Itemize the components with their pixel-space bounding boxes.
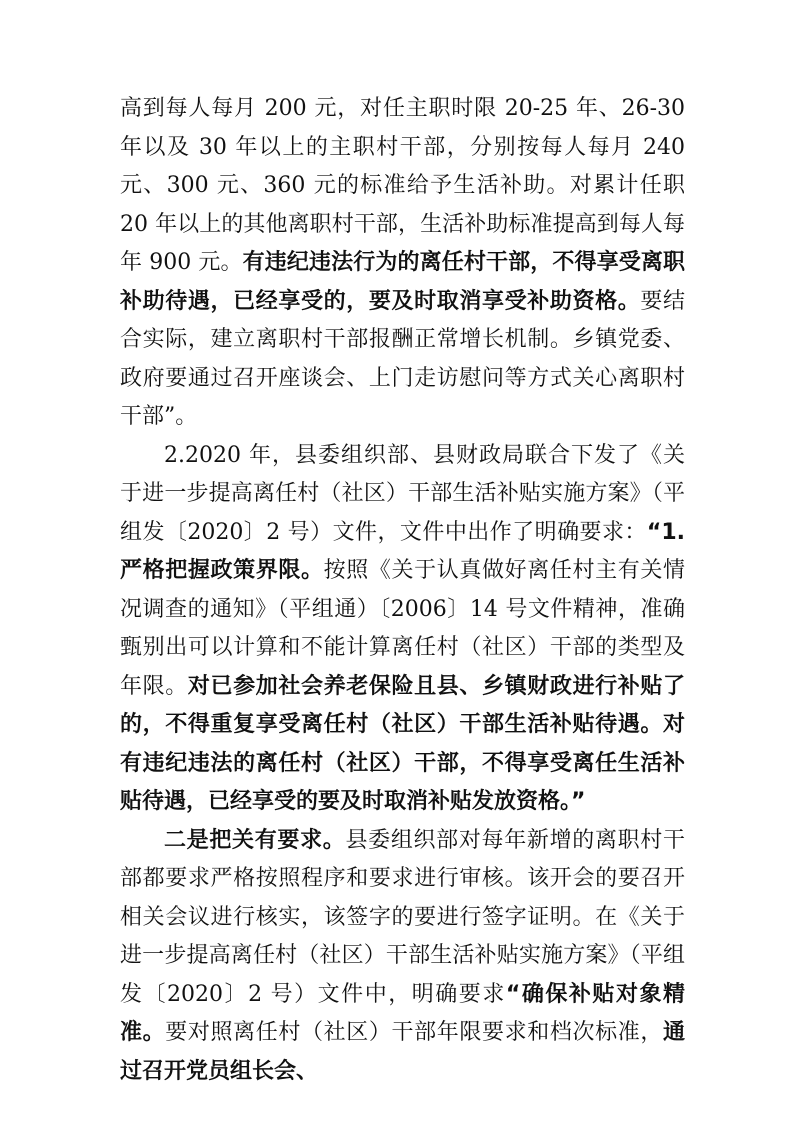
text-run: 要对照离任村（社区）干部年限要求和档次标准，: [165, 1020, 663, 1045]
text-run: 要结合实际，建立离职村干部报酬正常增长机制。乡镇党委、政府要通过召开座谈会、上门走访慰问等方式关心离职村干部”。: [120, 288, 685, 429]
bold-text-run: “1.严格把握政策界限。: [120, 519, 685, 583]
document-page: [120, 90, 685, 1091]
bold-text-run: “确保补贴对象精准。: [120, 981, 685, 1045]
bold-text-run: 二是把关有要求。: [164, 827, 346, 853]
paragraph-2: [120, 437, 685, 822]
bold-text-run: 对已参加社会养老保险且县、乡镇财政进行补贴了的，不得重复享受离任村（社区）干部生活补贴待遇。对有违纪违法的离任村（社区）干部，不得享受离任生活补贴待遇，已经享受的要及时取消补贴发放资格。”: [120, 673, 685, 814]
text-run: 县委组织部对每年新增的离职村干部都要求严格按照程序和要求进行审核。该开会的要召开相关会议进行核实，该签字的要进行签字证明。在《关于进一步提高离任村（社区）干部生活补贴实施方案》（平组发〔2020〕2 号）文件中，明确要求: [120, 827, 685, 1007]
bold-text-run: 有违纪违法行为的离任村干部，不得享受离职补助待遇，已经享受的，要及时取消享受补助资格。: [120, 250, 685, 314]
text-run: 按照《关于认真做好离任村主有关情况调查的通知》（平组通）〔2006〕14 号文件精神，准确甄别出可以计算和不能计算离任村（社区）干部的类型及年限。: [120, 558, 685, 699]
bold-text-run: 通过召开党员组长会、: [120, 1020, 685, 1084]
text-run: 高到每人每月 200 元，对任主职时限 20-25 年、26-30 年以及 30 年以上的主职村干部，分别按每人每月 240 元、300 元、360 元的标准给予生活补助。对累计任职 20 年以上的其他离职村干部，生活补助标准提高到每人每年 900 元。: [120, 96, 685, 275]
paragraph-3: [120, 822, 685, 1092]
text-run: 2.2020 年，县委组织部、县财政局联合下发了《关于进一步提高离任村（社区）干部生活补贴实施方案》（平组发〔2020〕2 号）文件，文件中出作了明确要求：: [120, 442, 685, 545]
paragraph-1: [120, 90, 685, 437]
